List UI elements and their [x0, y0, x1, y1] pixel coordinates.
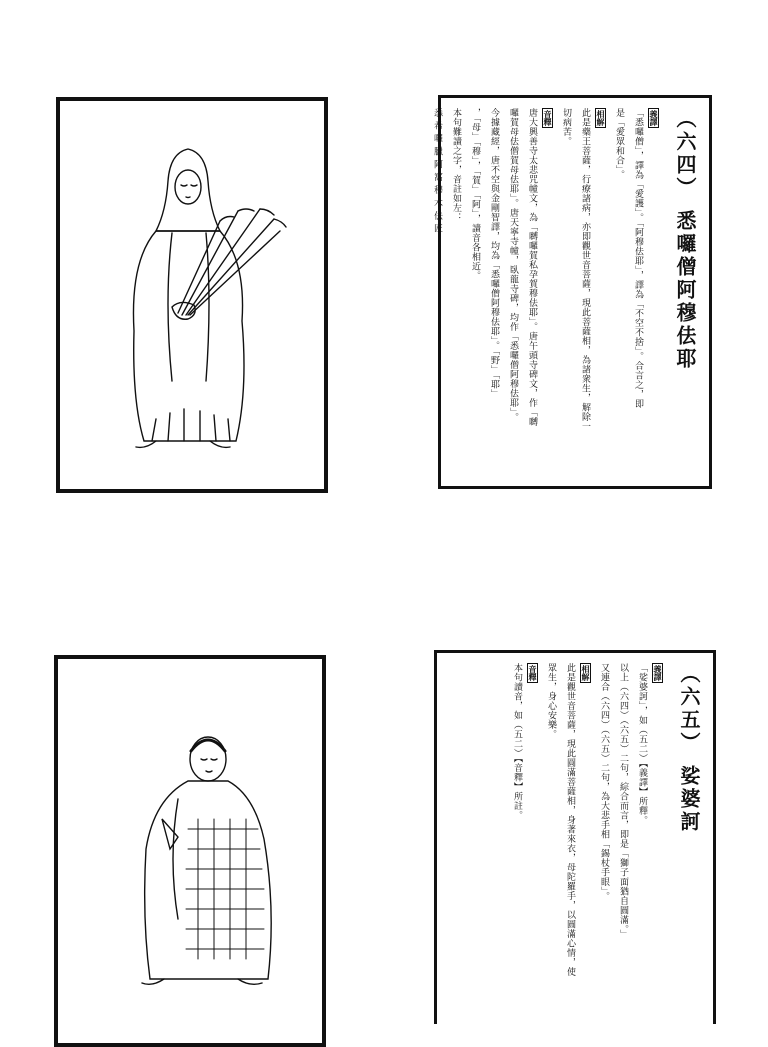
yiyi-line: 「悉囉僧」，譯為「愛護」。「阿穆佉耶」，譯為「不空不捨」。合言之，即: [633, 108, 643, 409]
section-title-64: （六四） 悉囉僧阿穆佉耶: [673, 108, 697, 371]
yinshi-line: 今據藏經，唐不空與金剛智譯，均為「悉囉僧阿穆佉耶」。「野」「耶」: [489, 108, 499, 399]
yinshi-line: 囉賀母佉僧賀母佉耶」。唐天寧寺幢，臥龍寺碑，均作「悉囉僧阿穆佉耶」。: [508, 108, 518, 422]
tag-xiangjie-64: 相解: [596, 110, 606, 126]
bodhisattva-with-herbs-illustration: [60, 101, 324, 489]
section-title-65: （六五） 娑婆訶: [677, 663, 701, 834]
monk-praying-illustration: [58, 659, 322, 1043]
xiangjie-line: 此是藥王菩薩，行療諸病，亦即觀世音菩薩，現此菩薩相，為諸衆生，解除一: [580, 108, 590, 431]
illustration-frame-bottom: [54, 655, 326, 1047]
yiyi-line: 又連合（六四）（六五）二句，為大悲手相「錫杖手眼」。: [599, 663, 609, 901]
tag-yiyi-65: 義譯: [653, 665, 663, 681]
tag-yinshi-64: 音釋: [543, 110, 553, 126]
tag-xiangjie-65: 相解: [581, 665, 591, 681]
yiyi-line: 「娑婆訶」，如（五二）【義譯】所釋。: [637, 663, 647, 825]
yinshi-line: 本句讀音，如（五二）【音釋】所註。: [512, 663, 522, 820]
tag-yinshi-65: 音釋: [528, 665, 538, 681]
yinshi-line: 悉 希 囉 臘 阿 窩 穆 木 佉 匠: [432, 108, 442, 234]
xiangjie-line: 眾生，身心安樂。: [546, 663, 556, 739]
xiangjie-line: 切病苦。: [561, 108, 571, 146]
yinshi-line: ，「母」「穆」，「賀」「阿」，讀音各相近。: [470, 108, 480, 281]
yiyi-line: 以上（六四）（六五）二句，綜合而言，即是「獅子面猶自圓滿。」: [618, 663, 628, 939]
tag-yiyi-64: 義譯: [649, 110, 659, 126]
yinshi-line: 唐大興善寺太悲咒幢文，為「嚩囉賀私孕賀穆佉耶」。唐午頭寺碑文，作「嚩: [527, 108, 537, 427]
xiangjie-line: 此是觀世音菩薩，現此圓滿菩薩相，身著來衣，母陀羅手，以圓滿心情，使: [565, 663, 575, 977]
illustration-frame-top: [56, 97, 328, 493]
text-card-65: [434, 650, 716, 1024]
text-card-64: [432, 95, 712, 489]
yinshi-line: 本句難讀之字，音註如左：: [451, 108, 461, 222]
yiyi-line: 是「愛眾和合」。: [614, 108, 624, 180]
